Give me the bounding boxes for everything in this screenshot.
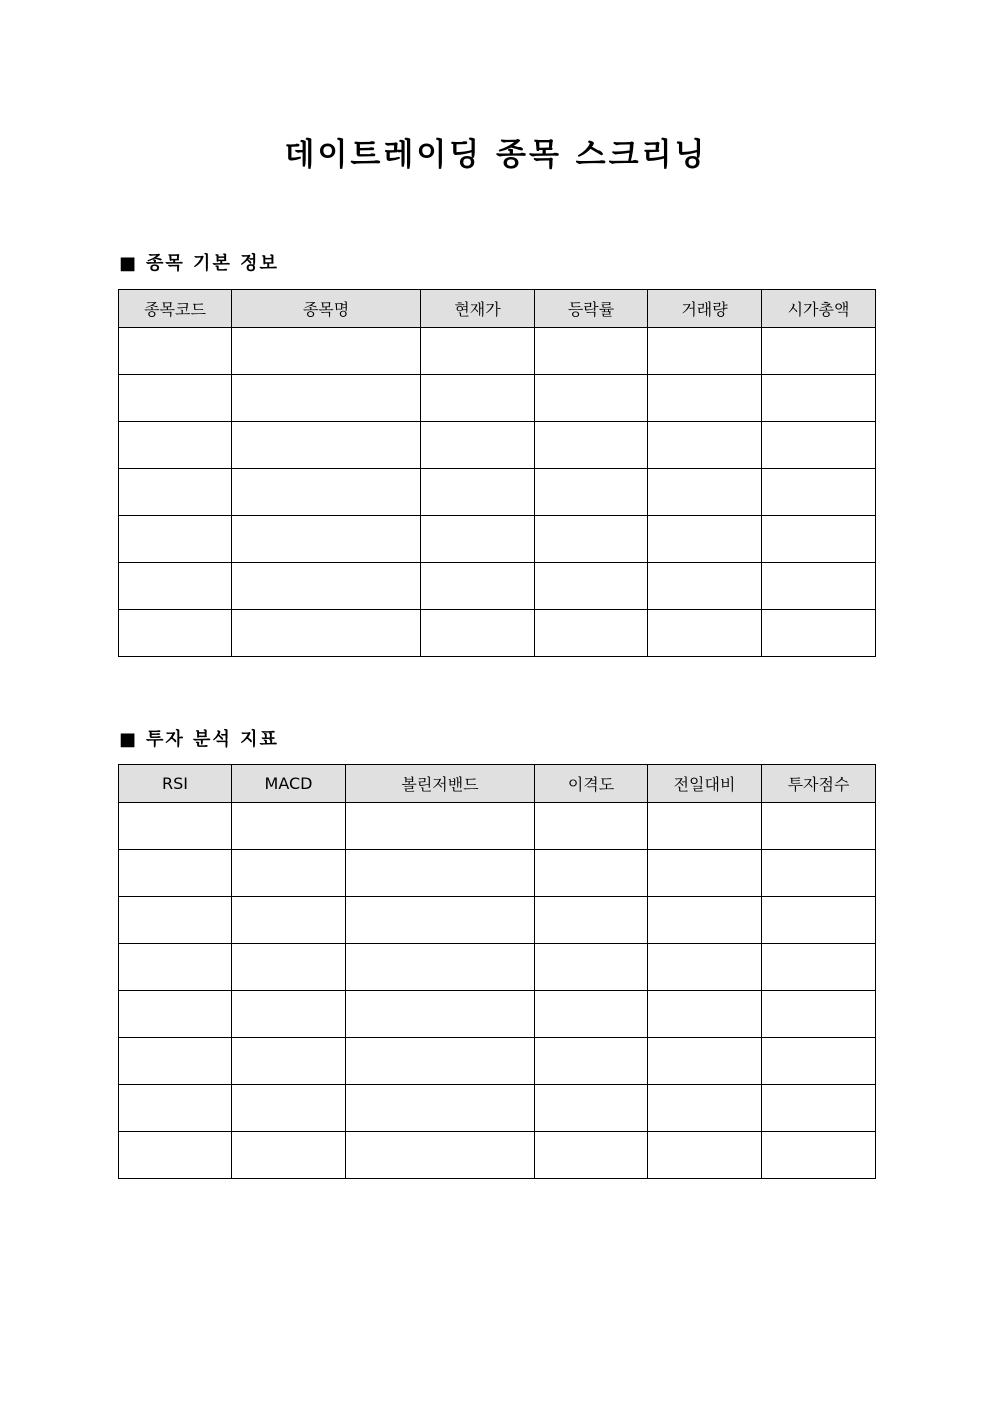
table-cell (232, 944, 346, 991)
table-row (119, 897, 876, 944)
table-row (119, 991, 876, 1038)
table-cell (232, 469, 421, 516)
table-cell (648, 803, 762, 850)
table-row (119, 469, 876, 516)
table-cell (346, 803, 535, 850)
table-cell (119, 328, 232, 375)
column-header-disparity: 이격도 (535, 765, 648, 803)
table-cell (232, 328, 421, 375)
table-row (119, 516, 876, 563)
column-header-investment-score: 투자점수 (762, 765, 876, 803)
table-row (119, 1038, 876, 1085)
table-cell (648, 469, 762, 516)
section-heading-basic-info (119, 251, 279, 277)
table-cell (648, 422, 762, 469)
table-row (119, 850, 876, 897)
table-cell (119, 610, 232, 657)
table-cell (232, 375, 421, 422)
table-header-row (119, 765, 876, 803)
table-header-row (119, 290, 876, 328)
square-bullet-icon: ■ (119, 729, 139, 750)
table-cell (346, 897, 535, 944)
table-cell (535, 897, 648, 944)
table-cell (535, 422, 648, 469)
column-header-market-cap: 시가총액 (762, 290, 876, 328)
column-header-day-change: 전일대비 (648, 765, 762, 803)
table-row (119, 328, 876, 375)
table-cell (762, 1132, 876, 1179)
table-cell (232, 850, 346, 897)
column-header-stock-code: 종목코드 (119, 290, 232, 328)
table-cell (421, 375, 535, 422)
table-cell (648, 850, 762, 897)
table-cell (762, 1085, 876, 1132)
table-cell (119, 991, 232, 1038)
table-cell (535, 469, 648, 516)
table-cell (648, 328, 762, 375)
table-cell (232, 897, 346, 944)
table-cell (346, 944, 535, 991)
table-cell (648, 991, 762, 1038)
table-cell (232, 991, 346, 1038)
table-cell (346, 1085, 535, 1132)
table-cell (535, 375, 648, 422)
table-cell (232, 516, 421, 563)
table-cell (232, 1085, 346, 1132)
table-cell (762, 991, 876, 1038)
table-cell (762, 516, 876, 563)
table-cell (119, 422, 232, 469)
table-cell (421, 516, 535, 563)
table-cell (648, 944, 762, 991)
table-row (119, 803, 876, 850)
square-bullet-icon: ■ (119, 253, 139, 274)
table-cell (762, 610, 876, 657)
column-header-macd: MACD (232, 765, 346, 803)
table-row (119, 1132, 876, 1179)
table-cell (232, 1132, 346, 1179)
table-cell (119, 897, 232, 944)
table-cell (232, 1038, 346, 1085)
table-cell (535, 850, 648, 897)
table-cell (346, 850, 535, 897)
table-cell (119, 1132, 232, 1179)
document-title: 데이트레이딩 종목 스크리닝 (284, 137, 708, 173)
column-header-stock-name: 종목명 (232, 290, 421, 328)
table-cell (535, 328, 648, 375)
table-cell (762, 803, 876, 850)
column-header-change-rate: 등락률 (535, 290, 648, 328)
table-cell (762, 375, 876, 422)
table-cell (119, 1085, 232, 1132)
table-cell (535, 991, 648, 1038)
column-header-volume: 거래량 (648, 290, 762, 328)
table-cell (535, 944, 648, 991)
table-cell (119, 803, 232, 850)
analysis-indicators-table (118, 764, 876, 1179)
table-cell (421, 328, 535, 375)
table-cell (648, 1085, 762, 1132)
table-cell (119, 375, 232, 422)
table-cell (535, 516, 648, 563)
table-row (119, 375, 876, 422)
table-row (119, 1085, 876, 1132)
table-cell (648, 1132, 762, 1179)
table-cell (232, 803, 346, 850)
basic-info-table-body (119, 328, 876, 657)
table-cell (535, 1132, 648, 1179)
table-cell (119, 944, 232, 991)
table-cell (119, 1038, 232, 1085)
table-cell (346, 1132, 535, 1179)
table-cell (648, 1038, 762, 1085)
table-row (119, 422, 876, 469)
table-cell (762, 944, 876, 991)
table-cell (648, 375, 762, 422)
section-heading-text: 종목 기본 정보 (146, 253, 279, 274)
table-cell (535, 610, 648, 657)
table-row (119, 610, 876, 657)
table-cell (535, 1038, 648, 1085)
table-cell (762, 850, 876, 897)
table-row (119, 944, 876, 991)
table-cell (119, 850, 232, 897)
table-cell (762, 422, 876, 469)
analysis-indicators-table-body (119, 803, 876, 1179)
column-header-rsi: RSI (119, 765, 232, 803)
table-cell (421, 422, 535, 469)
basic-info-table (118, 289, 876, 657)
table-cell (119, 516, 232, 563)
table-cell (346, 1038, 535, 1085)
table-cell (648, 897, 762, 944)
table-cell (232, 422, 421, 469)
table-cell (648, 610, 762, 657)
table-cell (762, 469, 876, 516)
table-cell (421, 563, 535, 610)
section-heading-text: 투자 분석 지표 (146, 729, 279, 750)
table-cell (762, 1038, 876, 1085)
table-row (119, 563, 876, 610)
table-cell (535, 803, 648, 850)
table-cell (535, 1085, 648, 1132)
table-cell (421, 610, 535, 657)
table-cell (535, 563, 648, 610)
table-cell (648, 563, 762, 610)
table-cell (762, 897, 876, 944)
table-cell (421, 469, 535, 516)
table-cell (119, 469, 232, 516)
table-cell (232, 563, 421, 610)
column-header-current-price: 현재가 (421, 290, 535, 328)
column-header-bollinger-band: 볼린저밴드 (346, 765, 535, 803)
table-cell (232, 610, 421, 657)
section-heading-analysis-indicators (119, 727, 279, 753)
table-cell (346, 991, 535, 1038)
table-cell (648, 516, 762, 563)
table-cell (762, 563, 876, 610)
table-cell (762, 328, 876, 375)
table-cell (119, 563, 232, 610)
